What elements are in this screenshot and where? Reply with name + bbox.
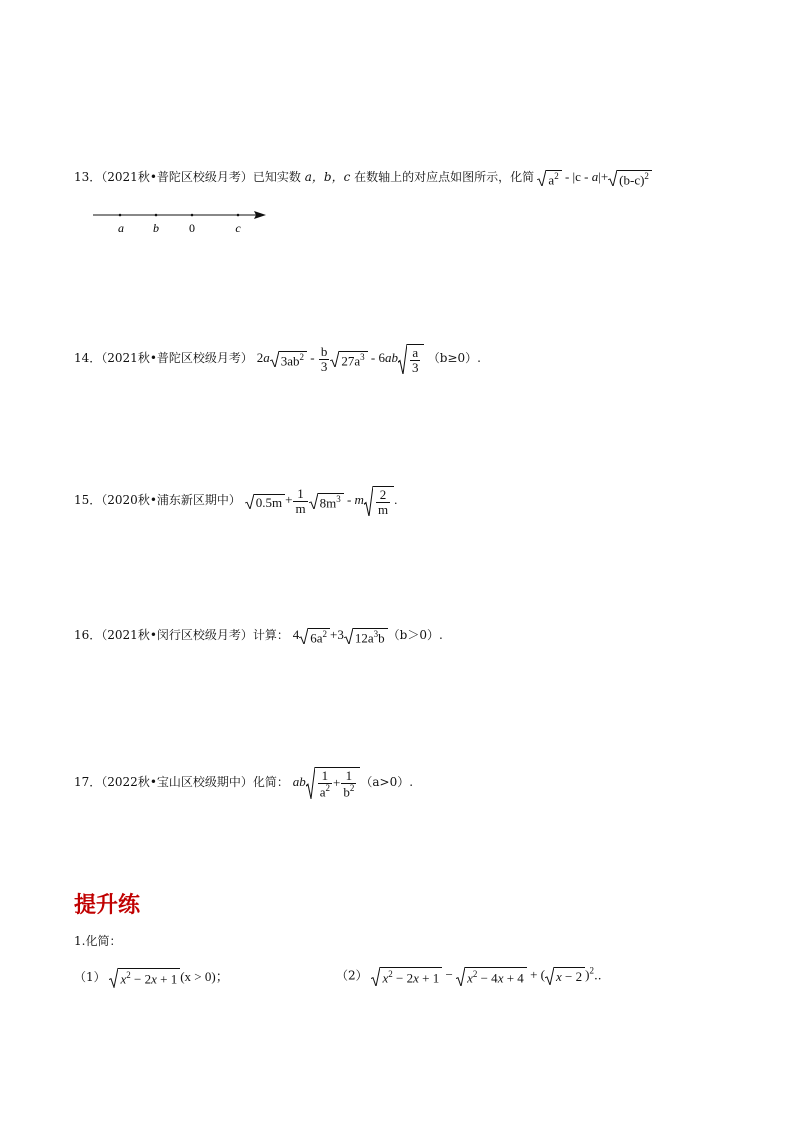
problem-text: 已知实数 [252,170,301,185]
problem-vars: a，b，c [304,170,351,185]
problem-source: （2020秋•浦东新区期中） [101,493,241,508]
problem-number: 13． [74,170,102,185]
problem-source: （2021秋•普陀区校级月考） [101,170,253,185]
problem-number: 15． [74,493,102,508]
expression-17: ab $\frac{1}{a^2}$ + $\frac{1}{b^2}$ [293,774,361,789]
question-1-part-2 [336,966,602,986]
point-label-c: c [235,221,241,235]
expression-13: $a^2 - |c - a|+$ $(b-c)^2$ [534,169,652,184]
problem-16 [74,628,443,644]
problem-number: 16． [74,628,102,643]
part-condition: (x > 0)； [180,969,229,984]
question-1-part-1 [74,966,229,988]
problem-text: 在数轴上的对应点如图所示，化简 [354,170,535,185]
part-label: （1） [74,970,106,984]
condition: （a>0）. [360,774,414,789]
problem-number: 14． [74,351,102,366]
question-1-label: 1.化简： [74,934,122,948]
expression-16: 4 $6a^2 +3$ $12a^3b$ [293,627,388,642]
expression-part-1: $x^2 - 2x + 1$ [109,969,180,984]
expression-part-2: $x^2 - 2x + 1$ − $x^2 - 4x + 4$ + ( x − 2 )$^2$ [371,967,593,982]
expression-15: 0.5m + $\frac{1}{m}$ $8m^3$ - m $\frac{2}{m}$ . [245,492,398,507]
condition: （b≥0）. [427,351,481,366]
part-end: .. [593,968,602,983]
problem-number: 17． [74,774,102,789]
problem-source: （2022秋•宝山区校级期中） [101,774,253,789]
problem-13 [74,170,652,186]
problem-17 [74,767,413,799]
point-label-a: a [118,221,124,235]
problem-source: （2021秋•普陀区校级月考） [101,351,253,366]
problem-14 [74,344,481,374]
problem-source: （2021秋•闵行区校级月考） [101,628,253,643]
section-title: 提升练 [74,893,141,918]
part-label: （2） [336,968,368,983]
point-label-0: 0 [189,221,195,235]
problem-15 [74,486,397,516]
problem-lead: 化简： [252,774,289,789]
problem-lead: 计算： [252,628,289,643]
expression-14: 2a $3ab^2$ - $\frac{b}{3}$ $27a^3 - 6ab$ $\frac{a}{3}$ [257,350,428,365]
condition: （b＞0）. [387,628,443,643]
number-line [90,205,270,239]
point-label-b: b [153,221,159,235]
